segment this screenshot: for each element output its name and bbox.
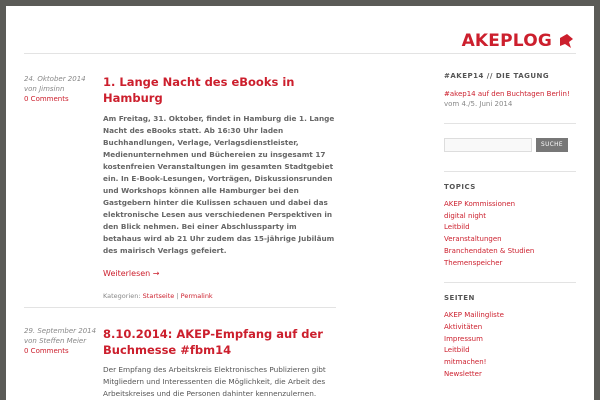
search-button[interactable]: SUCHE bbox=[536, 138, 568, 152]
permalink-link[interactable]: Permalink bbox=[180, 292, 213, 300]
topic-link[interactable]: AKEP Kommissionen bbox=[444, 200, 516, 208]
post-excerpt: Am Freitag, 31. Oktober, findet in Hamburg die 1. Lange Nacht des eBooks statt. Ab 16:30 Uhr laden Buchhandlungen, Verlage, Verlagsdienstleister, Medienunternehmen und Büchereien zu insgesamt 17 kostenfreien Veranstaltungen im gesamten Stadtgebiet ein. In E-Book-Lesungen, Vorträgen, Diskussionsrunden und Workshops können alle Hamburger bei den Gastgebern hinter die Kulissen schauen und dabei das elektronische Lesen aus verschiedenen Perspektiven in den Blick nehmen. Bei einer Abschlussparty im betahaus wird ab 21 Uhr zudem das 15-jährige Jubiläum des mairisch Verlags gefeiert. bbox=[103, 114, 335, 255]
topics-list bbox=[444, 199, 576, 269]
logo-mark-icon bbox=[558, 33, 574, 49]
site-logo-text: AKEPLOG bbox=[461, 31, 552, 51]
akep14-dates: vom 4./5. Juni 2014 bbox=[444, 100, 513, 108]
topic-link[interactable]: digital night bbox=[444, 211, 486, 220]
post-title[interactable]: 1. Lange Nacht des eBooks in Hamburg bbox=[103, 75, 295, 105]
page-link[interactable]: Aktivitäten bbox=[444, 322, 483, 331]
read-more-link[interactable]: Weiterlesen → bbox=[103, 269, 160, 278]
post-comments-link[interactable]: 0 Comments bbox=[24, 347, 69, 355]
page-link[interactable]: mitmachen! bbox=[444, 358, 487, 367]
post-meta bbox=[24, 326, 98, 356]
post-date: 29. September 2014 bbox=[24, 327, 97, 335]
sidebar-divider bbox=[444, 123, 576, 124]
search-input[interactable] bbox=[444, 138, 532, 152]
akep14-link[interactable]: #akep14 auf den Buchtagen Berlin! bbox=[444, 90, 570, 98]
page-link[interactable]: Newsletter bbox=[444, 369, 482, 378]
topic-link[interactable]: Veranstaltungen bbox=[444, 235, 502, 244]
post-comments-link[interactable]: 0 Comments bbox=[24, 95, 69, 103]
topics-widget-title: TOPICS bbox=[444, 183, 476, 191]
post-date: 24. Oktober 2014 bbox=[24, 75, 86, 83]
page-link[interactable]: AKEP Mailingliste bbox=[444, 311, 504, 320]
pages-list bbox=[444, 310, 576, 380]
post-author: von Steffen Meier bbox=[24, 337, 87, 345]
post-title[interactable]: 8.10.2014: AKEP-Empfang auf der Buchmesse #fbm14 bbox=[103, 327, 323, 357]
post-divider bbox=[24, 307, 336, 308]
akep14-widget-text bbox=[444, 89, 576, 109]
post-meta bbox=[24, 74, 98, 104]
window-right-border bbox=[594, 0, 600, 400]
post-excerpt: Der Empfang des Arbeitskreis Elektronisches Publizieren gibt Mitgliedern und Interessenten die Möglichkeit, die Arbeit des Arbeitskreises und die Personen dahinter kennenzulernen. bbox=[103, 365, 326, 398]
header-divider bbox=[24, 53, 576, 54]
pages-widget-title: SEITEN bbox=[444, 294, 475, 303]
page-link[interactable]: Impressum bbox=[444, 334, 483, 343]
sidebar-divider bbox=[444, 282, 576, 283]
sidebar-divider bbox=[444, 171, 576, 172]
post-body bbox=[103, 326, 336, 400]
window-left-border bbox=[0, 0, 6, 400]
page-link[interactable]: Leitbild bbox=[444, 346, 470, 355]
categories-label: Kategorien: bbox=[103, 292, 141, 300]
site-logo[interactable] bbox=[462, 31, 574, 51]
post-categories bbox=[103, 292, 336, 300]
post-body bbox=[103, 74, 336, 300]
topic-link[interactable]: Themenspeicher bbox=[444, 258, 503, 267]
search-form bbox=[444, 138, 576, 152]
sidebar bbox=[444, 72, 576, 380]
topic-link[interactable]: Leitbild bbox=[444, 223, 470, 232]
topic-link[interactable]: Branchendaten & Studien bbox=[444, 246, 535, 255]
window-top-border bbox=[0, 0, 600, 6]
categories-separator: | bbox=[176, 292, 179, 300]
category-link[interactable]: Startseite bbox=[142, 292, 175, 300]
post-author: von Jimsinn bbox=[24, 85, 65, 93]
akep14-widget-title: #AKEP14 // DIE TAGUNG bbox=[444, 72, 550, 80]
